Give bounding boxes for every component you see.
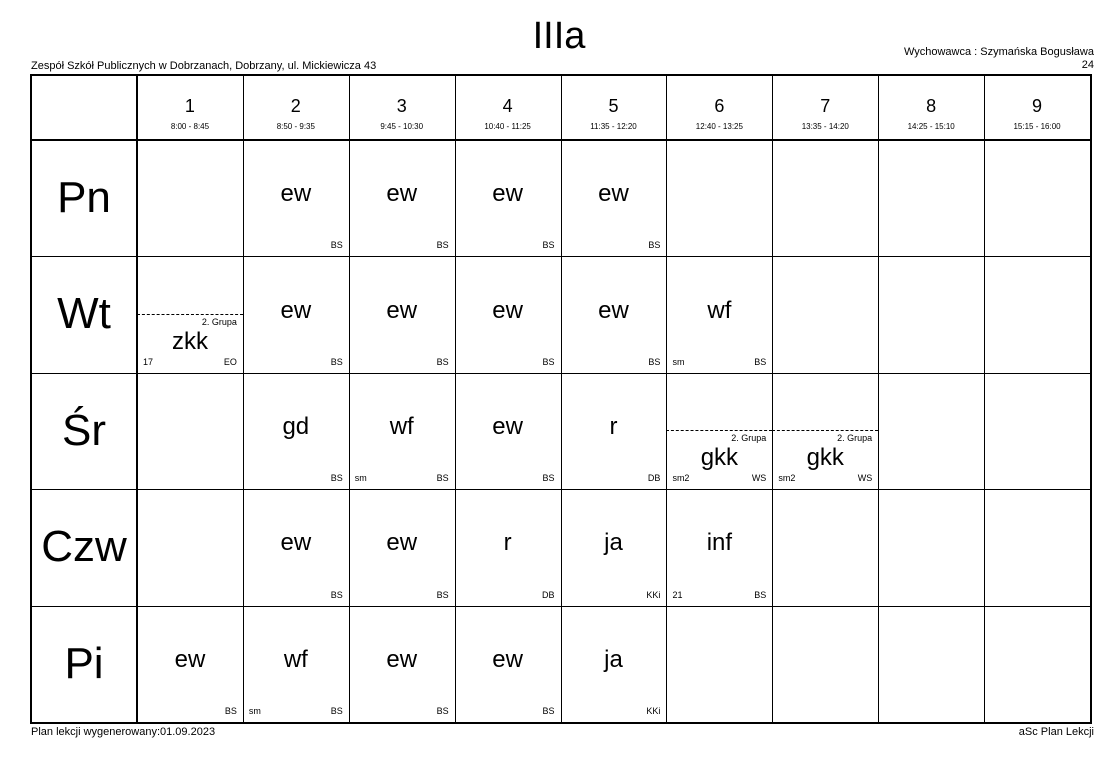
footer-app: aSc Plan Lekcji xyxy=(1018,726,1094,738)
day-label: Pi xyxy=(64,638,104,688)
group-label: 2. Grupa xyxy=(731,432,767,443)
group-label: 2. Grupa xyxy=(837,432,873,443)
subject-label: ja xyxy=(604,529,623,557)
period-number: 2 xyxy=(290,96,301,116)
group-divider xyxy=(772,430,878,431)
teacher-code: WS xyxy=(751,473,767,484)
lesson-cell xyxy=(349,256,455,372)
subject-label: gkk xyxy=(806,443,844,471)
subject-label: r xyxy=(609,412,618,440)
day-label: Czw xyxy=(41,522,127,572)
teacher-code: BS xyxy=(754,589,767,600)
lesson-cell xyxy=(455,256,561,372)
lesson-cell xyxy=(666,489,772,605)
lesson-cell xyxy=(561,489,667,605)
period-header xyxy=(878,76,984,140)
teacher-code: BS xyxy=(330,356,343,367)
lesson-cell xyxy=(243,606,349,722)
teacher-code: BS xyxy=(542,705,555,716)
subject-label: zkk xyxy=(171,327,208,355)
period-header xyxy=(772,76,878,140)
subject-label: ew xyxy=(386,180,418,208)
period-time: 8:00 - 8:45 xyxy=(170,122,210,131)
day-label: Wt xyxy=(57,289,111,339)
subject-label: ew xyxy=(492,296,523,324)
room-code: sm2 xyxy=(672,473,690,484)
grid-vertical-line xyxy=(878,76,879,722)
day-label: Pn xyxy=(57,173,111,222)
teacher-code: BS xyxy=(330,240,343,251)
lesson-cell xyxy=(666,373,772,489)
subject-label: ew xyxy=(280,180,312,208)
timetable-grid xyxy=(30,74,1092,724)
teacher-code: BS xyxy=(754,356,767,367)
lesson-cell xyxy=(137,606,243,722)
subject-label: ew xyxy=(280,529,312,557)
teacher-code: BS xyxy=(542,240,555,251)
lesson-cell xyxy=(561,606,667,722)
room-code: sm xyxy=(672,356,685,367)
period-header xyxy=(455,76,561,140)
subject-label: ew xyxy=(598,180,629,208)
class-teacher xyxy=(904,46,1094,72)
subject-label: ew xyxy=(492,412,523,440)
subject-label: ew xyxy=(598,296,629,324)
period-number: 4 xyxy=(502,96,513,116)
teacher-code: BS xyxy=(648,356,661,367)
lesson-cell xyxy=(243,256,349,372)
group-divider xyxy=(137,314,243,315)
period-time: 15:15 - 16:00 xyxy=(1013,122,1061,131)
subject-label: ew xyxy=(492,180,523,208)
teacher-code: BS xyxy=(436,589,449,600)
subject-label: r xyxy=(503,529,512,557)
room-code: 21 xyxy=(672,589,683,600)
subject-label: gkk xyxy=(700,443,739,471)
period-number: 9 xyxy=(1032,96,1043,116)
lesson-cell xyxy=(243,140,349,256)
lesson-cell xyxy=(349,373,455,489)
subject-label: wf xyxy=(707,296,732,324)
page-title: IIIa xyxy=(532,15,586,57)
period-number: 7 xyxy=(820,96,831,116)
class-teacher-number: 24 xyxy=(1081,59,1094,71)
period-number: 5 xyxy=(608,96,619,116)
lesson-cell xyxy=(349,140,455,256)
lesson-cell xyxy=(455,489,561,605)
teacher-code: BS xyxy=(330,473,343,484)
school-name: Zespół Szkół Publicznych w Dobrzanach, Dobrzany, ul. Mickiewicza 43 xyxy=(31,60,377,72)
subject-label: wf xyxy=(283,645,308,673)
period-time: 14:25 - 15:10 xyxy=(907,122,955,131)
lesson-cell xyxy=(349,489,455,605)
period-time: 13:35 - 14:20 xyxy=(801,122,849,131)
lesson-cell xyxy=(561,373,667,489)
lesson-cell xyxy=(455,140,561,256)
teacher-code: WS xyxy=(857,473,873,484)
subject-label: wf xyxy=(389,412,414,440)
period-header xyxy=(666,76,772,140)
teacher-code: BS xyxy=(330,705,343,716)
period-time: 9:45 - 10:30 xyxy=(380,122,424,131)
day-label: Śr xyxy=(62,405,106,455)
period-time: 12:40 - 13:25 xyxy=(695,122,743,131)
teacher-code: BS xyxy=(436,240,449,251)
period-number: 1 xyxy=(184,96,195,116)
footer-generated: Plan lekcji wygenerowany:01.09.2023 xyxy=(31,726,216,738)
teacher-code: DB xyxy=(542,589,555,600)
group-divider xyxy=(666,430,772,431)
room-code: sm xyxy=(354,473,367,484)
period-header xyxy=(349,76,455,140)
period-number: 8 xyxy=(926,96,937,116)
subject-label: ew xyxy=(386,296,418,324)
lesson-cell xyxy=(772,373,878,489)
teacher-code: KKi xyxy=(646,705,661,716)
subject-label: gd xyxy=(282,412,310,440)
room-code: sm xyxy=(248,705,261,716)
subject-label: ja xyxy=(604,645,623,673)
subject-label: ew xyxy=(386,645,418,673)
lesson-cell xyxy=(561,140,667,256)
subject-label: ew xyxy=(492,645,523,673)
period-time: 11:35 - 12:20 xyxy=(590,122,637,131)
period-header xyxy=(561,76,667,140)
teacher-code: KKi xyxy=(646,589,661,600)
lesson-cell xyxy=(243,489,349,605)
lesson-cell xyxy=(455,606,561,722)
lesson-cell xyxy=(666,256,772,372)
group-label: 2. Grupa xyxy=(201,316,237,327)
lesson-cell xyxy=(561,256,667,372)
period-time: 8:50 - 9:35 xyxy=(276,122,315,131)
period-number: 6 xyxy=(714,96,725,116)
period-time: 10:40 - 11:25 xyxy=(484,122,531,131)
lesson-cell xyxy=(349,606,455,722)
lesson-cell xyxy=(455,373,561,489)
teacher-code: EO xyxy=(223,356,237,367)
subject-label: ew xyxy=(174,645,206,673)
teacher-code: BS xyxy=(436,473,449,484)
period-header xyxy=(243,76,349,140)
period-header xyxy=(137,76,243,140)
grid-vertical-line xyxy=(984,76,985,722)
teacher-code: BS xyxy=(436,356,449,367)
teacher-code: BS xyxy=(542,473,555,484)
class-teacher-label: Wychowawca : Szymańska Bogusława xyxy=(903,46,1094,58)
teacher-code: BS xyxy=(224,705,237,716)
lesson-cell xyxy=(137,256,243,372)
subject-label: ew xyxy=(280,296,312,324)
teacher-code: BS xyxy=(648,240,661,251)
room-code: sm2 xyxy=(778,473,796,484)
teacher-code: BS xyxy=(542,356,555,367)
period-header xyxy=(984,76,1090,140)
lesson-cell xyxy=(243,373,349,489)
teacher-code: BS xyxy=(330,589,343,600)
room-code: 17 xyxy=(143,356,154,367)
subject-label: inf xyxy=(706,529,733,557)
teacher-code: BS xyxy=(436,705,449,716)
period-number: 3 xyxy=(396,96,407,116)
subject-label: ew xyxy=(386,529,418,557)
teacher-code: DB xyxy=(647,473,661,484)
